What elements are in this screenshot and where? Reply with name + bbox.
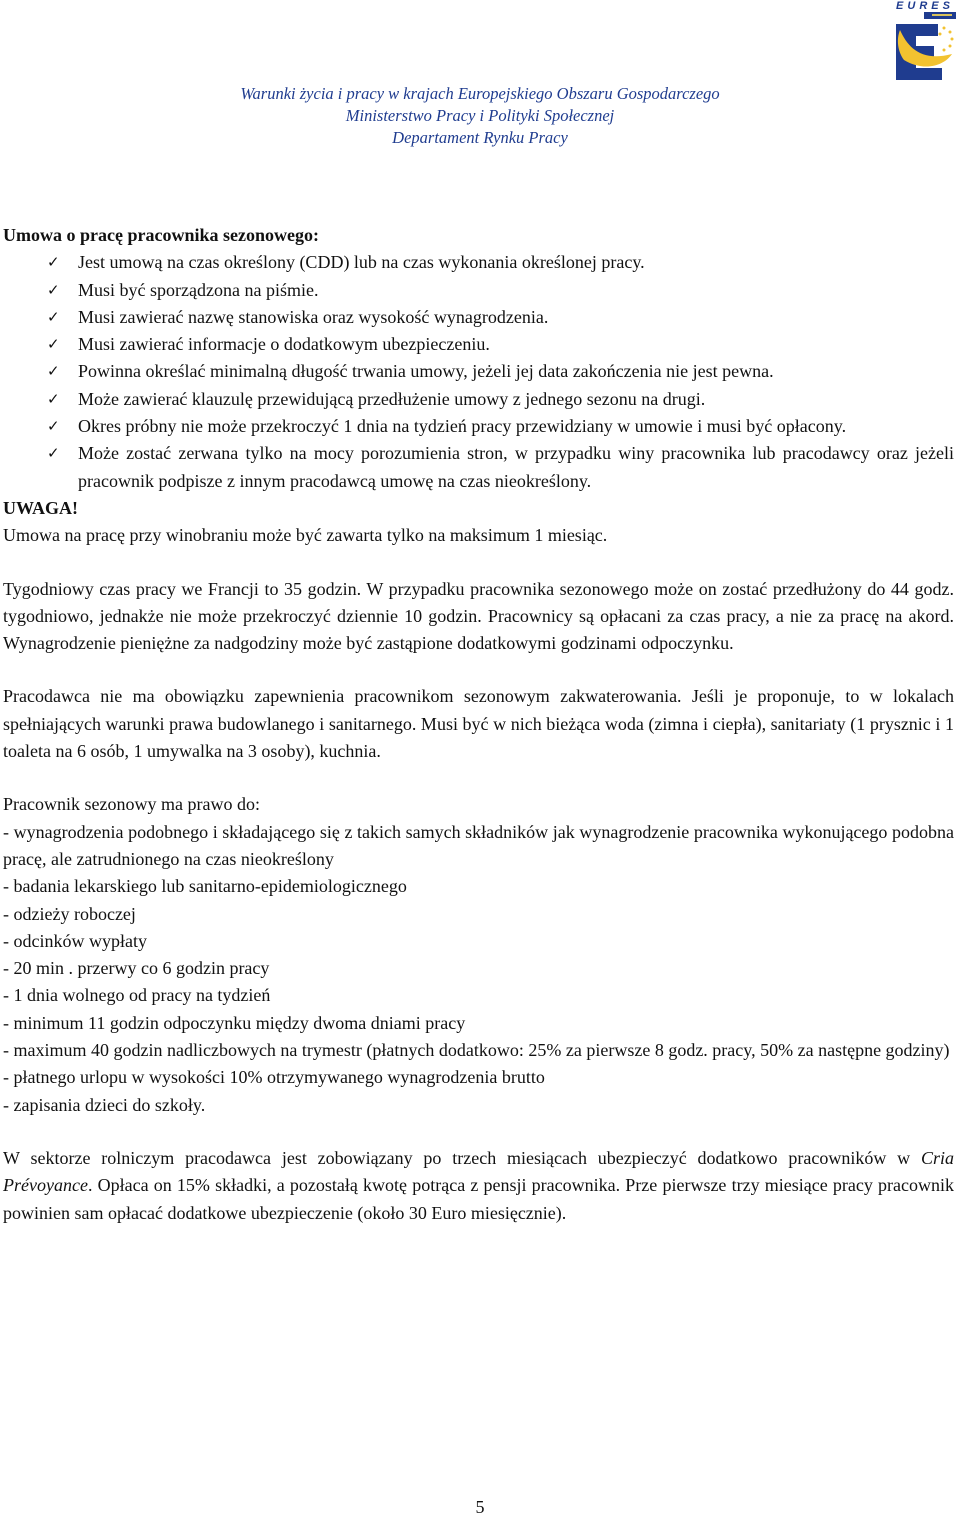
rights-item: - zapisania dzieci do szkoły. — [3, 1094, 206, 1115]
checklist-item — [3, 413, 954, 440]
checkmark-icon: ✓ — [47, 280, 60, 299]
checklist-item-text: Musi być sporządzona na piśmie. — [78, 279, 319, 300]
insurance-text-1: W sektorze rolniczym pracodawca jest zobowiązany po trzech miesiącach ubezpieczyć dodatkowo pracowników w — [3, 1147, 921, 1168]
rights-item: - płatnego urlopu w wysokości 10% otrzymywanego wynagrodzenia brutto — [3, 1067, 545, 1088]
checkmark-icon: ✓ — [47, 335, 60, 354]
rights-item: - minimum 11 godzin odpoczynku między dwoma dniami pracy — [3, 1012, 466, 1033]
header-line-3: Departament Rynku Pracy — [392, 128, 568, 147]
checklist-item — [3, 277, 954, 304]
rights-item: - odzieży roboczej — [3, 903, 136, 924]
checklist-item — [3, 386, 954, 413]
checklist-item-text: Może zawierać klauzulę przewidującą przedłużenie umowy z jednego sezonu na drugi. — [78, 388, 706, 409]
checklist-item-text: Musi zawierać informacje o dodatkowym ubezpieczeniu. — [78, 334, 490, 355]
paragraph-insurance — [3, 1145, 954, 1227]
checklist-item-text: Okres próbny nie może przekroczyć 1 dnia na tydzień pracy przewidziany w umowie i musi być opłacony. — [78, 416, 847, 437]
checklist-item — [3, 249, 954, 276]
checklist-item — [3, 440, 954, 495]
rights-item: - odcinków wypłaty — [3, 930, 147, 951]
checkmark-icon: ✓ — [47, 389, 60, 408]
rights-item: - wynagrodzenia podobnego i składającego się z takich samych składników jak wynagrodzenie pracownika wykonującego podobna pracę, ale zatrudnionego na czas nieokreślony — [3, 821, 954, 869]
checklist-item-text: Może zostać zerwana tylko na mocy porozumienia stron, w przypadku winy pracownika lub pracodawcy oraz jeżeli pracownik podpisze z innym pracodawcą umowę na czas nieokreślony. — [78, 443, 954, 491]
spacer — [3, 765, 954, 791]
checkmark-icon: ✓ — [47, 362, 60, 381]
checkmark-icon: ✓ — [47, 417, 60, 436]
paragraph-housing: Pracodawca nie ma obowiązku zapewnienia pracownikom sezonowym zakwaterowania. Jeśli je proponuje, to w lokalach spełniających warunki prawa budowlanego i sanitarnego. Musi być w nich bieżąca woda (zimna i ciepła), sanitariaty (1 prysznic i 1 toaleta na 6 osób, 1 umywalka na 3 osoby), kuchnia. — [3, 686, 954, 762]
checkmark-icon: ✓ — [47, 307, 60, 326]
insurance-fund-name: Cria Prévoyance — [3, 1147, 954, 1196]
checklist-item — [3, 304, 954, 331]
checkmark-icon: ✓ — [47, 444, 60, 463]
rights-item: - 1 dnia wolnego od pracy na tydzień — [3, 985, 271, 1006]
page-number: 5 — [475, 1497, 485, 1517]
checklist-item — [3, 358, 954, 385]
rights-list — [3, 819, 954, 1119]
checklist-item-text: Musi zawierać nazwę stanowiska oraz wysokość wynagrodzenia. — [78, 306, 549, 327]
header-line-2: Ministerstwo Pracy i Polityki Społecznej — [345, 106, 615, 125]
document-body — [3, 222, 954, 1227]
checklist-item-text: Jest umową na czas określony (CDD) lub na czas wykonania określonej pracy. — [78, 252, 645, 273]
checklist — [3, 249, 954, 495]
spacer — [3, 550, 954, 576]
rights-item: - 20 min . przerwy co 6 godzin pracy — [3, 958, 270, 979]
eures-emblem-icon — [894, 0, 956, 82]
checkmark-icon: ✓ — [47, 253, 60, 272]
paragraph-working-hours: Tygodniowy czas pracy we Francji to 35 godzin. W przypadku pracownika sezonowego może on zostać przedłużony do 44 godz. tygodniowo, jednakże nie może przekroczyć dziennie 10 godzin. Pracownicy są opłacani za czas pracy, a nie za pracę na akord. Wynagrodzenie pieniężne za nadgodziny może być zastąpione dodatkowymi godzinami odpoczynku. — [3, 578, 954, 654]
eures-logo-text: EURES — [896, 0, 954, 12]
header-line-1: Warunki życia i pracy w krajach Europejskiego Obszaru Gospodarczego — [240, 84, 720, 103]
checklist-item — [3, 331, 954, 358]
spacer — [3, 1119, 954, 1145]
section-title: Umowa o pracę pracownika sezonowego: — [3, 225, 319, 245]
spacer — [3, 657, 954, 683]
eures-logo — [894, 0, 956, 82]
rights-item: - badania lekarskiego lub sanitarno-epidemiologicznego — [3, 876, 407, 897]
checklist-item-text: Powinna określać minimalną długość trwania umowy, jeżeli jej data zakończenia nie jest pewna. — [78, 361, 774, 382]
insurance-text-2: . Opłaca on 15% składki, a pozostałą kwotę potrąca z pensji pracownika. Prze pierwsze trzy miesiące pracy pracownik powinien sam opłacać dodatkowe ubezpieczenie (około 30 Euro miesięcznie). — [3, 1175, 954, 1223]
warning-text: Umowa na pracę przy winobraniu może być zawarta tylko na maksimum 1 miesiąc. — [3, 525, 608, 546]
warning-label: UWAGA! — [3, 497, 78, 518]
document-header — [0, 83, 960, 149]
rights-title: Pracownik sezonowy ma prawo do: — [3, 794, 260, 815]
rights-item: - maximum 40 godzin nadliczbowych na trymestr (płatnych dodatkowo: 25% za pierwsze 8 godz. pracy, 50% za następne godziny) — [3, 1040, 950, 1061]
